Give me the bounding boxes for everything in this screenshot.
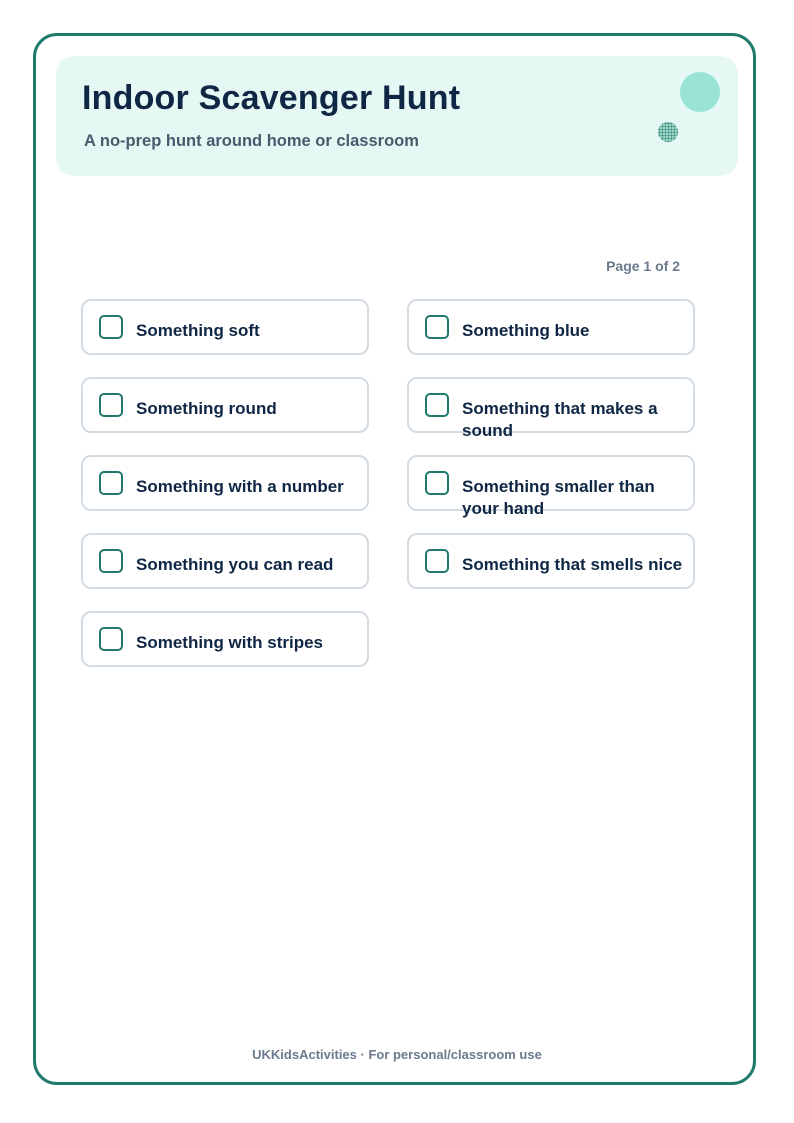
checkbox-icon[interactable] bbox=[99, 393, 123, 417]
hunt-item-label: Something smaller than your hand bbox=[462, 477, 655, 518]
checkbox-icon[interactable] bbox=[99, 315, 123, 339]
hunt-item[interactable] bbox=[407, 377, 695, 440]
decorative-circle-icon bbox=[680, 72, 720, 112]
checkbox-icon[interactable] bbox=[99, 471, 123, 495]
hunt-item-label: Something with a number bbox=[136, 477, 344, 496]
page-subtitle: A no-prep hunt around home or classroom bbox=[84, 132, 419, 150]
checkbox-icon[interactable] bbox=[99, 549, 123, 573]
hunt-item[interactable] bbox=[81, 611, 369, 667]
hunt-item-label: Something blue bbox=[462, 321, 590, 340]
hunt-item-label: Something round bbox=[136, 399, 277, 418]
hunt-item[interactable] bbox=[81, 533, 369, 589]
page-indicator: Page 1 of 2 bbox=[606, 258, 680, 274]
hunt-item-label: Something you can read bbox=[136, 555, 334, 574]
hunt-item-label: Something that smells nice bbox=[462, 555, 683, 574]
header-banner bbox=[56, 56, 738, 176]
hunt-item[interactable] bbox=[407, 299, 695, 355]
hunt-item[interactable] bbox=[81, 377, 369, 433]
hunt-item-label: Something soft bbox=[136, 321, 260, 340]
page-title: Indoor Scavenger Hunt bbox=[82, 79, 461, 117]
hunt-item-label: Something that makes a sound bbox=[462, 399, 658, 440]
checkbox-icon[interactable] bbox=[425, 471, 449, 495]
decorative-dotted-circle-icon bbox=[658, 122, 678, 142]
checkbox-icon[interactable] bbox=[425, 393, 449, 417]
hunt-item[interactable] bbox=[407, 533, 695, 589]
checkbox-icon[interactable] bbox=[425, 315, 449, 339]
checkbox-icon[interactable] bbox=[425, 549, 449, 573]
footer-credit: UKKidsActivities · For personal/classroom use bbox=[252, 1047, 542, 1062]
hunt-item[interactable] bbox=[81, 455, 369, 511]
checkbox-icon[interactable] bbox=[99, 627, 123, 651]
hunt-item[interactable] bbox=[81, 299, 369, 355]
hunt-item-label: Something with stripes bbox=[136, 633, 324, 652]
hunt-item[interactable] bbox=[407, 455, 695, 518]
